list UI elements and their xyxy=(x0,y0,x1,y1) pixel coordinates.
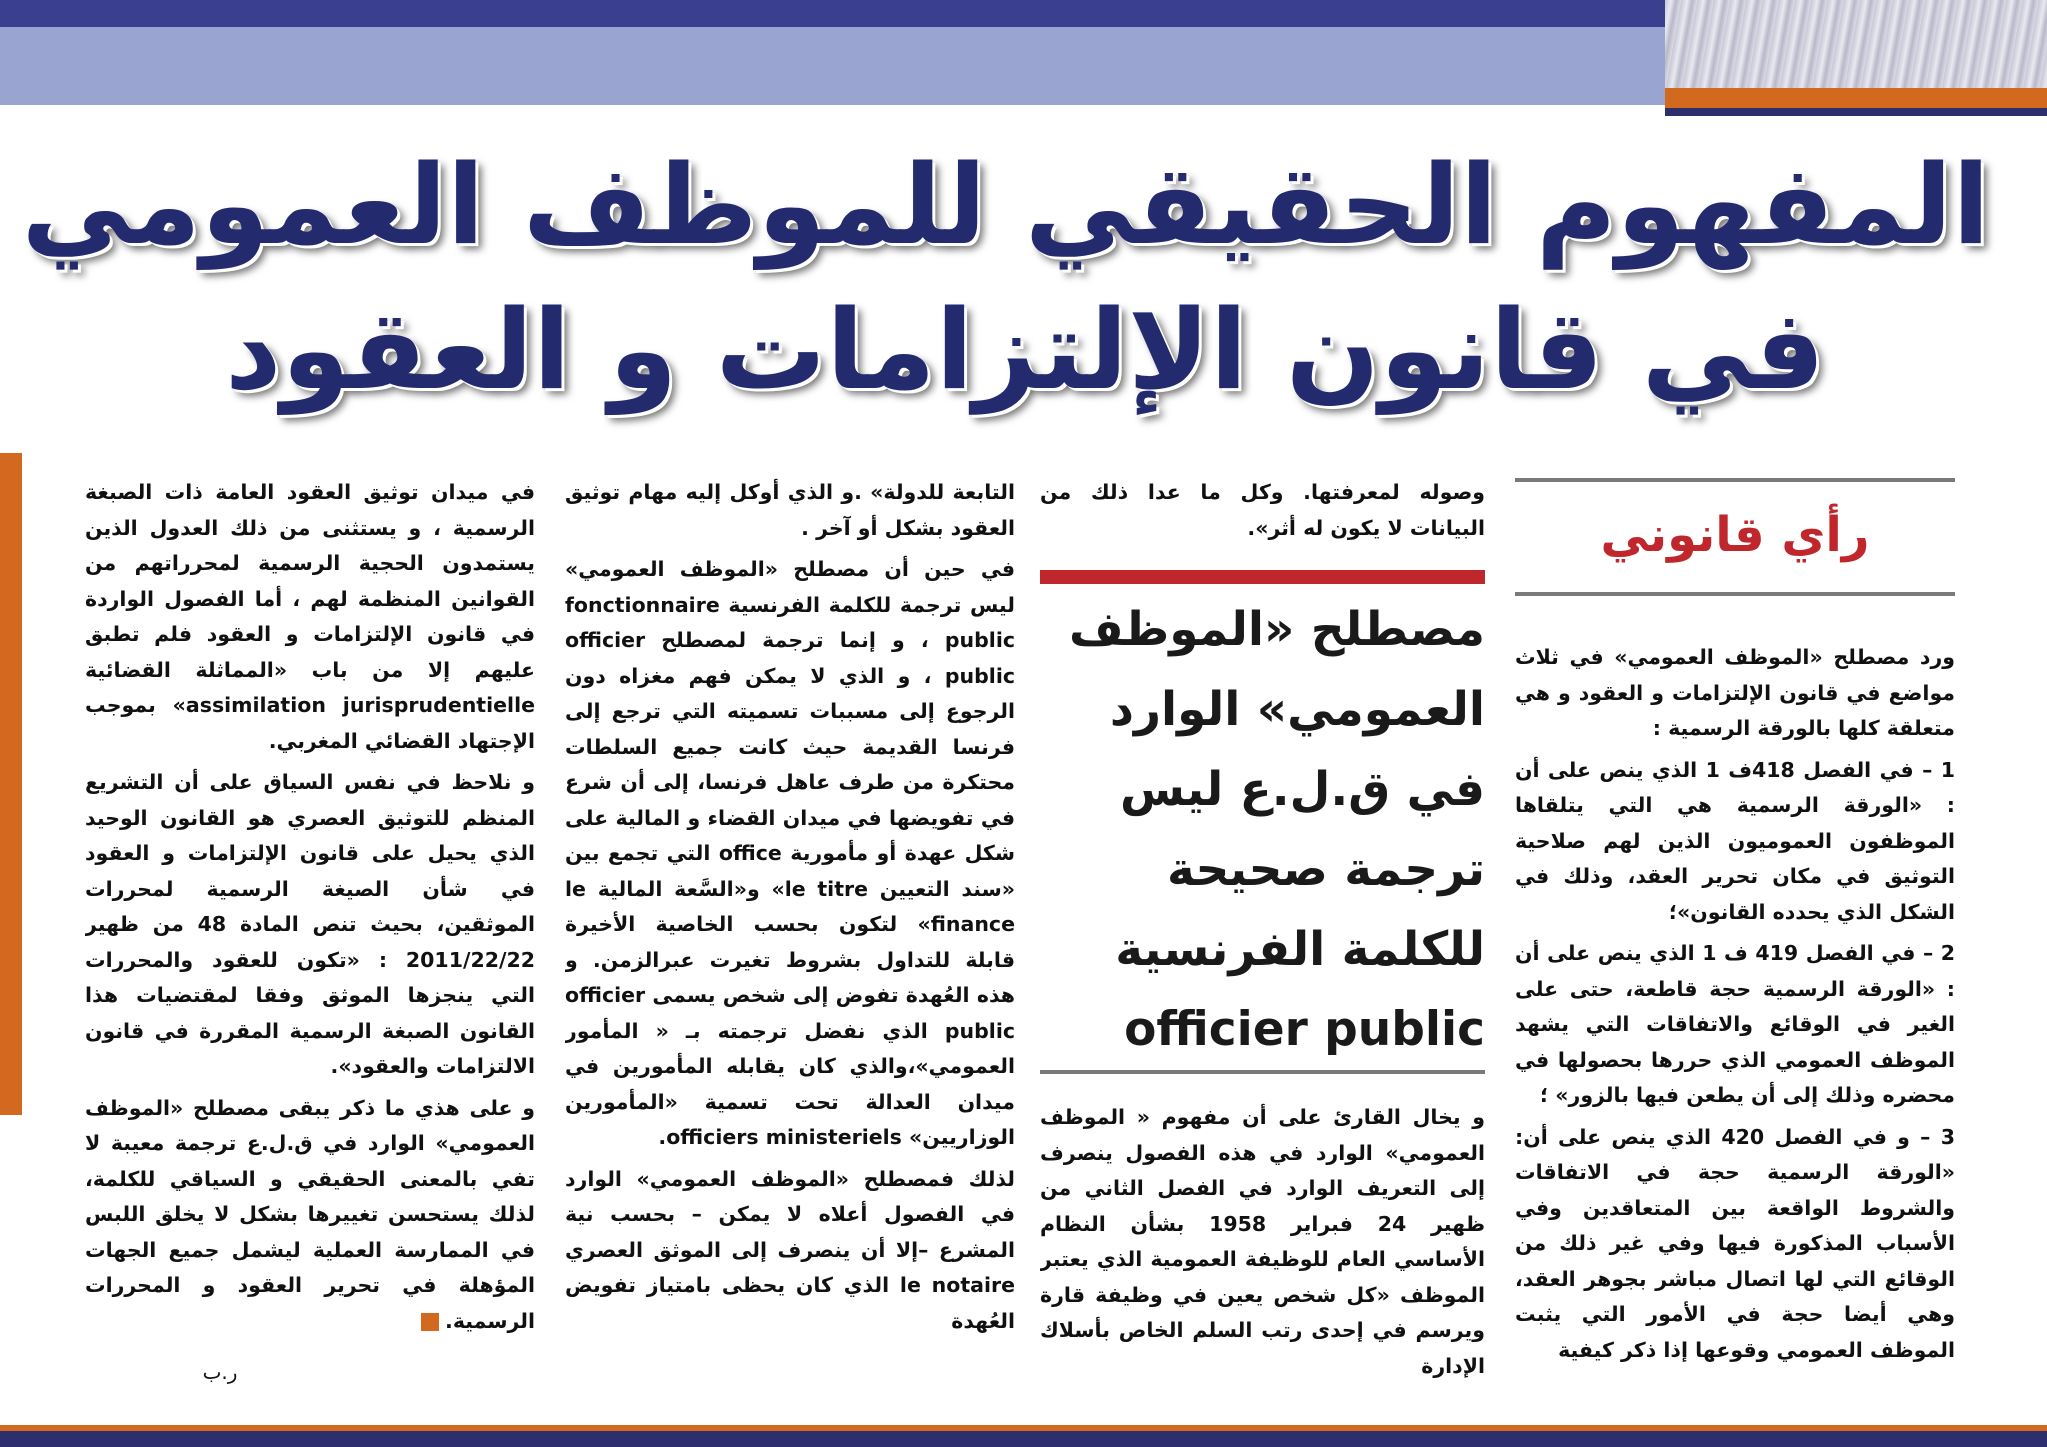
section-kicker: رأي قانوني xyxy=(1600,507,1870,563)
paragraph xyxy=(85,1091,535,1340)
paragraph: و يخال القارئ على أن مفهوم « الموظف العمومي» الوارد في هذه الفصول ينصرف إلى التعريف الوارد في الفصل الثاني من ظهير 24 فبراير 1958 بشأن النظام الأساسي العام للوظيفة العمومية الذي يعتبر الموظف «كل شخص يعين في وظيفة قارة ويرسم في إحدى رتب السلم الخاص بأسلاك الإدارة xyxy=(1040,1105,1485,1378)
paragraph: ورد مصطلح «الموظف العمومي» في ثلاث مواضع في قانون الإلتزامات و العقود و هي متعلقة كلها بالورقة الرسمية : xyxy=(1515,645,1955,740)
paragraph: 2 – في الفصل 419 ف 1 الذي ينص على أن : «الورقة الرسمية حجة قاطعة، حتى على الغير في الوقائع والاتفاقات التي يشهد الموظف العمومي الذي حررها بحصولها في محضره وذلك إلى أن يطعن فيها بالزور» ؛ xyxy=(1515,941,1955,1107)
end-mark-icon xyxy=(421,1313,439,1331)
paragraph: وصوله لمعرفتها. وكل ما عدا ذلك من البيانات لا يكون له أثر». xyxy=(1040,480,1485,540)
kicker-rule-top xyxy=(1515,478,1955,482)
paragraph: في ميدان توثيق العقود العامة ذات الصبغة الرسمية ، و يستثنى من ذلك العدول الذين يستمدون الحجية الرسمية لمحرراتهم من القوانين المنظمة لهم ، أما الفصول الواردة في قانون الإلتزامات و العقود فلم تطبق عليهم إلا من باب «المماثلة القضائية assimilation jurisprudentielle» بموجب الإجتهاد القضائي المغربي. xyxy=(85,480,535,753)
paragraph: 3 – و في الفصل 420 الذي ينص على أن: «الورقة الرسمية حجة في الاتفاقات والشروط الواقعة بين المتعاقدين وفي الأسباب المذكورة فيها وفي غير ذلك من الوقائع التي لها اتصال مباشر بجوهر العقد، وهي أيضا حجة في الأمور التي يثبت الموظف العمومي وقوعها إذا ذكر كيفية xyxy=(1515,1124,1955,1362)
paragraph: في حين أن مصطلح «الموظف العمومي» ليس ترجمة للكلمة الفرنسية fonctionnaire public ، و إنما ترجمة لمصطلح officier public ، و الذي لا يمكن فهم مغزاه دون الرجوع إلى مسببات تسميته التي ترجع إلى فرنسا القديمة حيث كانت جميع السلطات محتكرة من طرف عاهل فرنسا، إلى أن شرع في تفويضها في ميدان القضاء و المالية على شكل عهدة أو مأمورية office التي تجمع بين «سند التعيين le titre» و«السَّعة المالية le finance» لتكون بحسب الخاصية الأخيرة قابلة للتداول بشروط تغيرت عبرالزمن. و هذه العُهدة تفوض إلى شخص يسمى officier public الذي نفضل ترجمته بـ « المأمور العمومي»،والذي كان يقابله المأمورين في ميدان العدالة تحت تسمية «المأمورين الوزاريين» officiers ministeriels. xyxy=(565,557,1015,1149)
paragraph-text: و على هذي ما ذكر يبقى مصطلح «الموظف العمومي» الوارد في ق.ل.ع ترجمة معيبة لا تفي بالمعنى الحقيقي و السياقي للكلمة، لذلك يستحسن تغييرها بشكل لا يخلق اللبس في الممارسة العملية ليشمل جميع الجهات المؤهلة في تحرير العقود و المحررات الرسمية. xyxy=(85,1095,535,1333)
kicker-rule-bottom xyxy=(1515,592,1955,596)
header-accent-orange xyxy=(1665,88,2047,108)
paragraph: 1 – في الفصل 418ف 1 الذي ينص على أن : «الورقة الرسمية هي التي يتلقاها الموظفون العموميون الذين لهم صلاحية التوثيق في مكان تحرير العقد، وذلك في الشكل الذي يحدده القانون»؛ xyxy=(1515,757,1955,924)
header-band-light xyxy=(0,27,1665,105)
left-accent-bar xyxy=(0,453,22,1115)
pull-quote-rule-bottom xyxy=(1040,1070,1485,1074)
paragraph: التابعة للدولة» .و الذي أوكل إليه مهام توثيق العقود بشكل أو آخر . xyxy=(565,480,1015,540)
paragraph: و نلاحظ في نفس السياق على أن التشريع المنظم للتوثيق العصري هو القانون الوحيد الذي يحيل على قانون الإلتزامات و العقود في شأن الصيغة الرسمية لمحررات الموثقين، بحيث تنص المادة 48 من ظهير 2011/22/22 : «تكون للعقود والمحررات التي ينجزها الموثق وفقا لمقتضيات هذا القانون الصبغة الرسمية المقررة في قانون الالتزامات والعقود». xyxy=(85,770,535,1078)
footer-band-navy xyxy=(0,1431,2047,1447)
pull-quote-rule xyxy=(1040,570,1485,584)
headline-line-1: المفهوم الحقيقي للموظف العمومي xyxy=(21,141,1990,269)
article-column-4 xyxy=(1515,640,1955,1390)
paragraph: لذلك فمصطلح «الموظف العمومي» الوارد في الفصول أعلاه لا يمكن – بحسب نية المشرع –إلا أن ينصرف إلى الموثق العصري le notaire الذي كان يحظى بامتياز تفويض العُهدة xyxy=(565,1166,1015,1333)
article-column-2 xyxy=(565,475,1015,1390)
article-column-3-bottom xyxy=(1040,1100,1485,1390)
header-band-dark xyxy=(0,0,1665,27)
pull-quote-latin: officier public xyxy=(1124,1002,1485,1057)
headline-line-2: في قانون الإلتزامات و العقود xyxy=(225,286,1825,414)
header-accent-navy xyxy=(1665,108,2047,116)
pull-quote xyxy=(1040,590,1485,1060)
pull-quote-text: مصطلح «الموظف العمومي» الوارد في ق.ل.ع ليس ترجمة صحيحة للكلمة الفرنسية xyxy=(1069,602,1485,977)
book-pages-image xyxy=(1665,0,2047,92)
author-initials: ر.ب xyxy=(202,1360,238,1384)
article-column-1 xyxy=(85,475,535,1390)
article-column-3-top xyxy=(1040,475,1485,575)
